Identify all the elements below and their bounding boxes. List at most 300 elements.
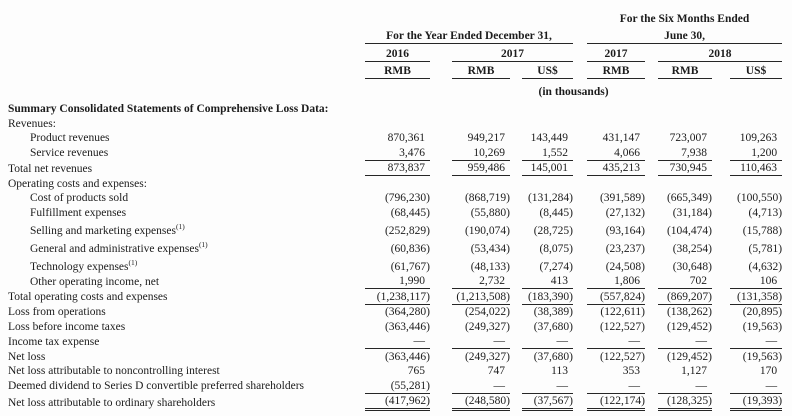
value-cell: (27,132) — [605, 206, 645, 219]
column-gap — [573, 334, 587, 349]
column-gap — [645, 131, 658, 146]
value-cell: (104,474) — [666, 224, 712, 237]
six-months-group-label-line2: June 30, — [587, 26, 782, 44]
header-spacer — [430, 62, 452, 79]
value-cell — [522, 176, 573, 191]
value-cell: (183,390) — [522, 289, 573, 305]
table-row — [8, 205, 782, 220]
column-gap — [712, 378, 730, 393]
column-gap — [573, 205, 587, 220]
value-cell: (8,445) — [539, 206, 573, 219]
row-label: Operating costs and expenses: — [8, 177, 147, 190]
year-ended-group-label: For the Year Ended December 31, — [365, 26, 573, 44]
value-cell: 1,200 — [730, 145, 782, 160]
value-cell: 7,938 — [658, 145, 712, 160]
column-gap — [355, 220, 365, 238]
value-cell — [658, 176, 712, 191]
value-cell: 723,007 — [669, 132, 707, 144]
value-cell: (254,022) — [464, 306, 510, 318]
table-row — [8, 160, 782, 176]
column-gap — [712, 334, 730, 349]
header-spacer — [645, 62, 658, 79]
table-row — [8, 238, 782, 256]
column-gap — [355, 160, 365, 176]
value-cell: (60,836) — [390, 242, 430, 255]
value-cell: (37,680) — [533, 320, 573, 333]
value-cell: (38,254) — [672, 242, 712, 255]
value-cell: 109,263 — [739, 132, 778, 144]
value-cell: (557,824) — [587, 289, 645, 305]
row-label: Total net revenues — [8, 162, 93, 175]
column-gap — [510, 205, 522, 220]
header-row-group — [8, 26, 782, 44]
column-gap — [645, 274, 658, 289]
value-cell: (23,237) — [605, 242, 645, 255]
table-row — [8, 145, 782, 160]
column-gap — [573, 191, 587, 206]
column-gap — [712, 160, 730, 176]
value-cell: (15,788) — [742, 224, 783, 237]
column-gap — [573, 116, 587, 131]
column-gap — [355, 334, 365, 349]
value-cell: (20,895) — [742, 306, 783, 318]
column-gap — [430, 220, 452, 238]
currency-col-5: RMB — [658, 62, 712, 79]
value-cell — [730, 116, 782, 131]
header-row-currencies — [8, 62, 782, 79]
table-header — [8, 6, 782, 99]
column-gap — [712, 256, 730, 274]
value-cell: — — [452, 378, 510, 393]
table-row — [8, 378, 782, 393]
value-cell: (249,327) — [464, 350, 510, 363]
column-gap — [573, 393, 587, 410]
column-gap — [355, 191, 365, 206]
header-spacer — [8, 62, 365, 79]
value-cell: 765 — [407, 365, 425, 377]
column-gap — [430, 334, 452, 349]
value-cell: (7,274) — [539, 260, 573, 273]
header-spacer — [8, 26, 365, 44]
value-cell: (665,349) — [666, 192, 712, 204]
column-gap — [645, 319, 658, 334]
column-gap — [645, 220, 658, 238]
section-heading-row — [8, 99, 782, 116]
value-cell: (391,589) — [599, 192, 645, 204]
column-gap — [573, 349, 587, 364]
value-cell: — — [452, 334, 510, 349]
column-gap — [430, 364, 452, 379]
column-gap — [645, 191, 658, 206]
value-cell: 2,732 — [452, 274, 510, 289]
column-gap — [712, 364, 730, 379]
header-spacer — [645, 44, 658, 62]
column-gap — [510, 304, 522, 319]
column-gap — [712, 393, 730, 410]
column-gap — [712, 274, 730, 289]
row-label: Selling and marketing expenses$^{(1)}$ — [30, 221, 185, 237]
year-2018: 2018 — [658, 44, 782, 62]
value-cell: 110,463 — [730, 160, 782, 176]
value-cell: (55,281) — [365, 378, 430, 393]
column-gap — [355, 274, 365, 289]
header-spacer — [573, 44, 587, 62]
header-spacer — [8, 79, 365, 100]
column-gap — [573, 289, 587, 305]
column-gap — [430, 378, 452, 393]
column-gap — [355, 349, 365, 364]
row-label: Loss before income taxes — [8, 320, 126, 333]
column-gap — [355, 304, 365, 319]
year-2017-six-months: 2017 — [587, 44, 645, 62]
table-row — [8, 116, 782, 131]
row-label: Deemed dividend to Series D convertible preferred shareholders — [8, 380, 305, 392]
value-cell: 170 — [759, 365, 778, 377]
section-heading: Summary Consolidated Statements of Comprehensive Loss Data: — [8, 103, 329, 115]
column-gap — [645, 289, 658, 305]
table-row — [8, 176, 782, 191]
currency-col-6: US$ — [730, 62, 782, 79]
row-label: Cost of products sold — [30, 192, 129, 204]
row-label: Technology expenses$^{(1)}$ — [30, 257, 138, 273]
value-cell: (19,563) — [742, 320, 783, 333]
header-spacer — [712, 62, 730, 79]
value-cell: — — [365, 334, 430, 349]
column-gap — [712, 304, 730, 319]
value-cell: (363,446) — [384, 320, 430, 333]
column-gap — [355, 145, 365, 160]
table-row — [8, 393, 782, 410]
column-gap — [573, 131, 587, 146]
value-cell: (363,446) — [384, 350, 430, 363]
value-cell: (417,962) — [365, 393, 430, 410]
column-gap — [645, 364, 658, 379]
column-gap — [645, 116, 658, 131]
value-cell — [730, 176, 782, 191]
value-cell: 435,213 — [587, 160, 645, 176]
value-cell: (100,550) — [737, 192, 783, 204]
column-gap — [430, 304, 452, 319]
column-gap — [510, 274, 522, 289]
value-cell: — — [658, 378, 712, 393]
currency-col-1: RMB — [365, 62, 430, 79]
column-gap — [430, 289, 452, 305]
column-gap — [510, 176, 522, 191]
value-cell: (1,213,508) — [452, 289, 510, 305]
value-cell — [452, 116, 510, 131]
value-cell: 431,147 — [602, 132, 640, 144]
column-gap — [645, 304, 658, 319]
six-months-group-label-line1: For the Six Months Ended — [619, 13, 750, 25]
header-spacer — [8, 6, 587, 26]
column-gap — [510, 256, 522, 274]
column-gap — [712, 238, 730, 256]
value-cell: 873,837 — [365, 160, 430, 176]
column-gap — [430, 191, 452, 206]
value-cell: — — [730, 378, 782, 393]
value-cell: 747 — [487, 365, 505, 377]
value-cell: (37,680) — [533, 350, 573, 363]
value-cell: (364,280) — [384, 306, 430, 318]
value-cell: (1,238,117) — [365, 289, 430, 305]
column-gap — [645, 349, 658, 364]
column-gap — [645, 393, 658, 410]
value-cell: (24,508) — [605, 260, 645, 273]
value-cell — [365, 176, 430, 191]
column-gap — [510, 160, 522, 176]
column-gap — [430, 238, 452, 256]
column-gap — [573, 364, 587, 379]
value-cell: (129,452) — [666, 350, 712, 363]
column-gap — [510, 289, 522, 305]
column-gap — [712, 319, 730, 334]
column-gap — [430, 319, 452, 334]
header-spacer — [430, 44, 452, 62]
value-cell: (248,580) — [452, 393, 510, 410]
value-cell — [452, 176, 510, 191]
table-row — [8, 289, 782, 305]
value-cell: (30,648) — [672, 260, 712, 273]
column-gap — [712, 116, 730, 131]
column-gap — [510, 393, 522, 410]
value-cell: 413 — [522, 274, 573, 289]
column-gap — [510, 364, 522, 379]
column-gap — [573, 220, 587, 238]
column-gap — [430, 131, 452, 146]
column-gap — [355, 238, 365, 256]
table-row — [8, 349, 782, 364]
column-gap — [573, 238, 587, 256]
table-row — [8, 191, 782, 206]
column-gap — [645, 334, 658, 349]
currency-col-2: RMB — [452, 62, 510, 79]
value-cell: (122,611) — [600, 306, 645, 318]
column-gap — [645, 176, 658, 191]
value-cell: 1,127 — [681, 365, 707, 377]
column-gap — [573, 319, 587, 334]
value-cell: 949,217 — [467, 132, 505, 144]
column-gap — [712, 205, 730, 220]
value-cell: (55,880) — [470, 206, 510, 219]
value-cell: 1,806 — [587, 274, 645, 289]
table-row — [8, 220, 782, 238]
row-label: Fulfillment expenses — [30, 206, 127, 219]
column-gap — [573, 160, 587, 176]
row-label: Net loss attributable to noncontrolling interest — [8, 365, 220, 377]
value-cell: (31,184) — [672, 206, 712, 219]
column-gap — [712, 145, 730, 160]
value-cell — [522, 116, 573, 131]
value-cell: (131,358) — [730, 289, 782, 305]
column-gap — [510, 131, 522, 146]
table-row — [8, 364, 782, 379]
value-cell: (129,452) — [666, 320, 712, 333]
value-cell: (4,713) — [748, 206, 783, 219]
value-cell: (122,527) — [599, 350, 645, 363]
table-row — [8, 334, 782, 349]
column-gap — [510, 238, 522, 256]
column-gap — [712, 289, 730, 305]
value-cell: (252,829) — [384, 224, 430, 237]
year-2017: 2017 — [452, 44, 573, 62]
value-cell — [587, 116, 645, 131]
column-gap — [645, 378, 658, 393]
footnote-marker: (1) — [128, 257, 138, 267]
value-cell: 3,476 — [365, 145, 430, 160]
footnote-marker: (1) — [175, 221, 185, 231]
value-cell: (61,767) — [390, 260, 430, 273]
value-cell — [658, 116, 712, 131]
column-gap — [355, 319, 365, 334]
column-gap — [355, 364, 365, 379]
value-cell: (68,445) — [390, 206, 430, 219]
column-gap — [510, 378, 522, 393]
value-cell: (868,719) — [464, 192, 510, 204]
column-gap — [355, 176, 365, 191]
value-cell: — — [522, 334, 573, 349]
value-cell: — — [587, 378, 645, 393]
value-cell: 959,486 — [452, 160, 510, 176]
column-gap — [355, 289, 365, 305]
column-gap — [573, 304, 587, 319]
column-gap — [712, 131, 730, 146]
column-gap — [645, 160, 658, 176]
column-gap — [355, 131, 365, 146]
value-cell: (5,781) — [748, 242, 783, 255]
table-row — [8, 131, 782, 146]
row-label: General and administrative expenses$^{(1)}$ — [30, 239, 208, 255]
value-cell: (19,393) — [730, 393, 782, 410]
column-gap — [712, 349, 730, 364]
column-gap — [510, 349, 522, 364]
column-gap — [645, 238, 658, 256]
header-row-unit-note — [8, 79, 782, 100]
currency-col-3: US$ — [522, 62, 573, 79]
column-gap — [430, 274, 452, 289]
value-cell: (249,327) — [464, 320, 510, 333]
column-gap — [510, 220, 522, 238]
column-gap — [573, 176, 587, 191]
column-gap — [430, 205, 452, 220]
value-cell: 4,066 — [587, 145, 645, 160]
value-cell: (53,434) — [470, 242, 510, 255]
row-label: Net loss — [8, 350, 46, 363]
value-cell: — — [730, 334, 782, 349]
column-gap — [355, 116, 365, 131]
footnote-marker: (1) — [198, 239, 208, 249]
value-cell: (128,325) — [658, 393, 712, 410]
financial-table — [8, 6, 782, 411]
unit-note: (in thousands) — [538, 86, 609, 98]
value-cell: (38,389) — [533, 306, 573, 318]
value-cell: — — [522, 378, 573, 393]
value-cell: (37,567) — [522, 393, 573, 410]
header-spacer — [573, 62, 587, 79]
row-label: Revenues: — [8, 117, 56, 130]
column-gap — [430, 256, 452, 274]
column-gap — [510, 191, 522, 206]
column-gap — [430, 145, 452, 160]
value-cell: (93,164) — [605, 224, 645, 237]
header-spacer — [573, 26, 587, 44]
value-cell: (796,230) — [384, 192, 430, 204]
column-gap — [712, 220, 730, 238]
row-label: Product revenues — [30, 132, 110, 144]
column-gap — [645, 145, 658, 160]
table-body — [8, 99, 782, 410]
value-cell: (8,075) — [539, 242, 573, 255]
column-gap — [712, 191, 730, 206]
column-gap — [430, 160, 452, 176]
value-cell: 870,361 — [387, 132, 425, 144]
value-cell: (869,207) — [658, 289, 712, 305]
value-cell: (131,284) — [527, 192, 573, 204]
column-gap — [430, 349, 452, 364]
column-gap — [355, 205, 365, 220]
header-spacer — [8, 44, 365, 62]
year-2016: 2016 — [365, 44, 430, 62]
column-gap — [355, 378, 365, 393]
value-cell: 10,269 — [452, 145, 510, 160]
column-gap — [510, 319, 522, 334]
value-cell: 145,001 — [522, 160, 573, 176]
column-gap — [510, 116, 522, 131]
column-gap — [712, 176, 730, 191]
value-cell: — — [587, 334, 645, 349]
row-label: Net loss attributable to ordinary shareholders — [8, 396, 216, 409]
value-cell: 1,552 — [522, 145, 573, 160]
column-gap — [510, 145, 522, 160]
value-cell — [587, 176, 645, 191]
table-row — [8, 256, 782, 274]
row-label: Total operating costs and expenses — [8, 291, 168, 303]
column-gap — [510, 334, 522, 349]
table-row — [8, 304, 782, 319]
value-cell: 113 — [551, 365, 568, 377]
header-row-years — [8, 44, 782, 62]
value-cell: (138,262) — [666, 306, 712, 318]
value-cell: (19,563) — [742, 350, 783, 363]
value-cell: (122,527) — [599, 320, 645, 333]
value-cell — [365, 116, 430, 131]
column-gap — [573, 378, 587, 393]
value-cell: 702 — [658, 274, 712, 289]
value-cell: 353 — [622, 365, 640, 377]
currency-col-4: RMB — [587, 62, 645, 79]
value-cell: (122,174) — [587, 393, 645, 410]
value-cell: 106 — [730, 274, 782, 289]
column-gap — [430, 393, 452, 410]
row-label: Service revenues — [30, 147, 109, 159]
table-row — [8, 274, 782, 289]
header-spacer — [510, 62, 522, 79]
column-gap — [573, 274, 587, 289]
column-gap — [430, 116, 452, 131]
value-cell: (28,725) — [533, 224, 573, 237]
row-label: Loss from operations — [8, 306, 106, 318]
column-gap — [573, 145, 587, 160]
value-cell: (190,074) — [464, 224, 510, 237]
value-cell: (48,133) — [470, 260, 510, 273]
value-cell: 1,990 — [365, 274, 430, 289]
value-cell: (4,632) — [748, 260, 783, 273]
table-row — [8, 319, 782, 334]
column-gap — [645, 256, 658, 274]
column-gap — [645, 205, 658, 220]
value-cell: 143,449 — [530, 132, 568, 144]
column-gap — [430, 176, 452, 191]
row-label: Other operating income, net — [30, 275, 160, 288]
